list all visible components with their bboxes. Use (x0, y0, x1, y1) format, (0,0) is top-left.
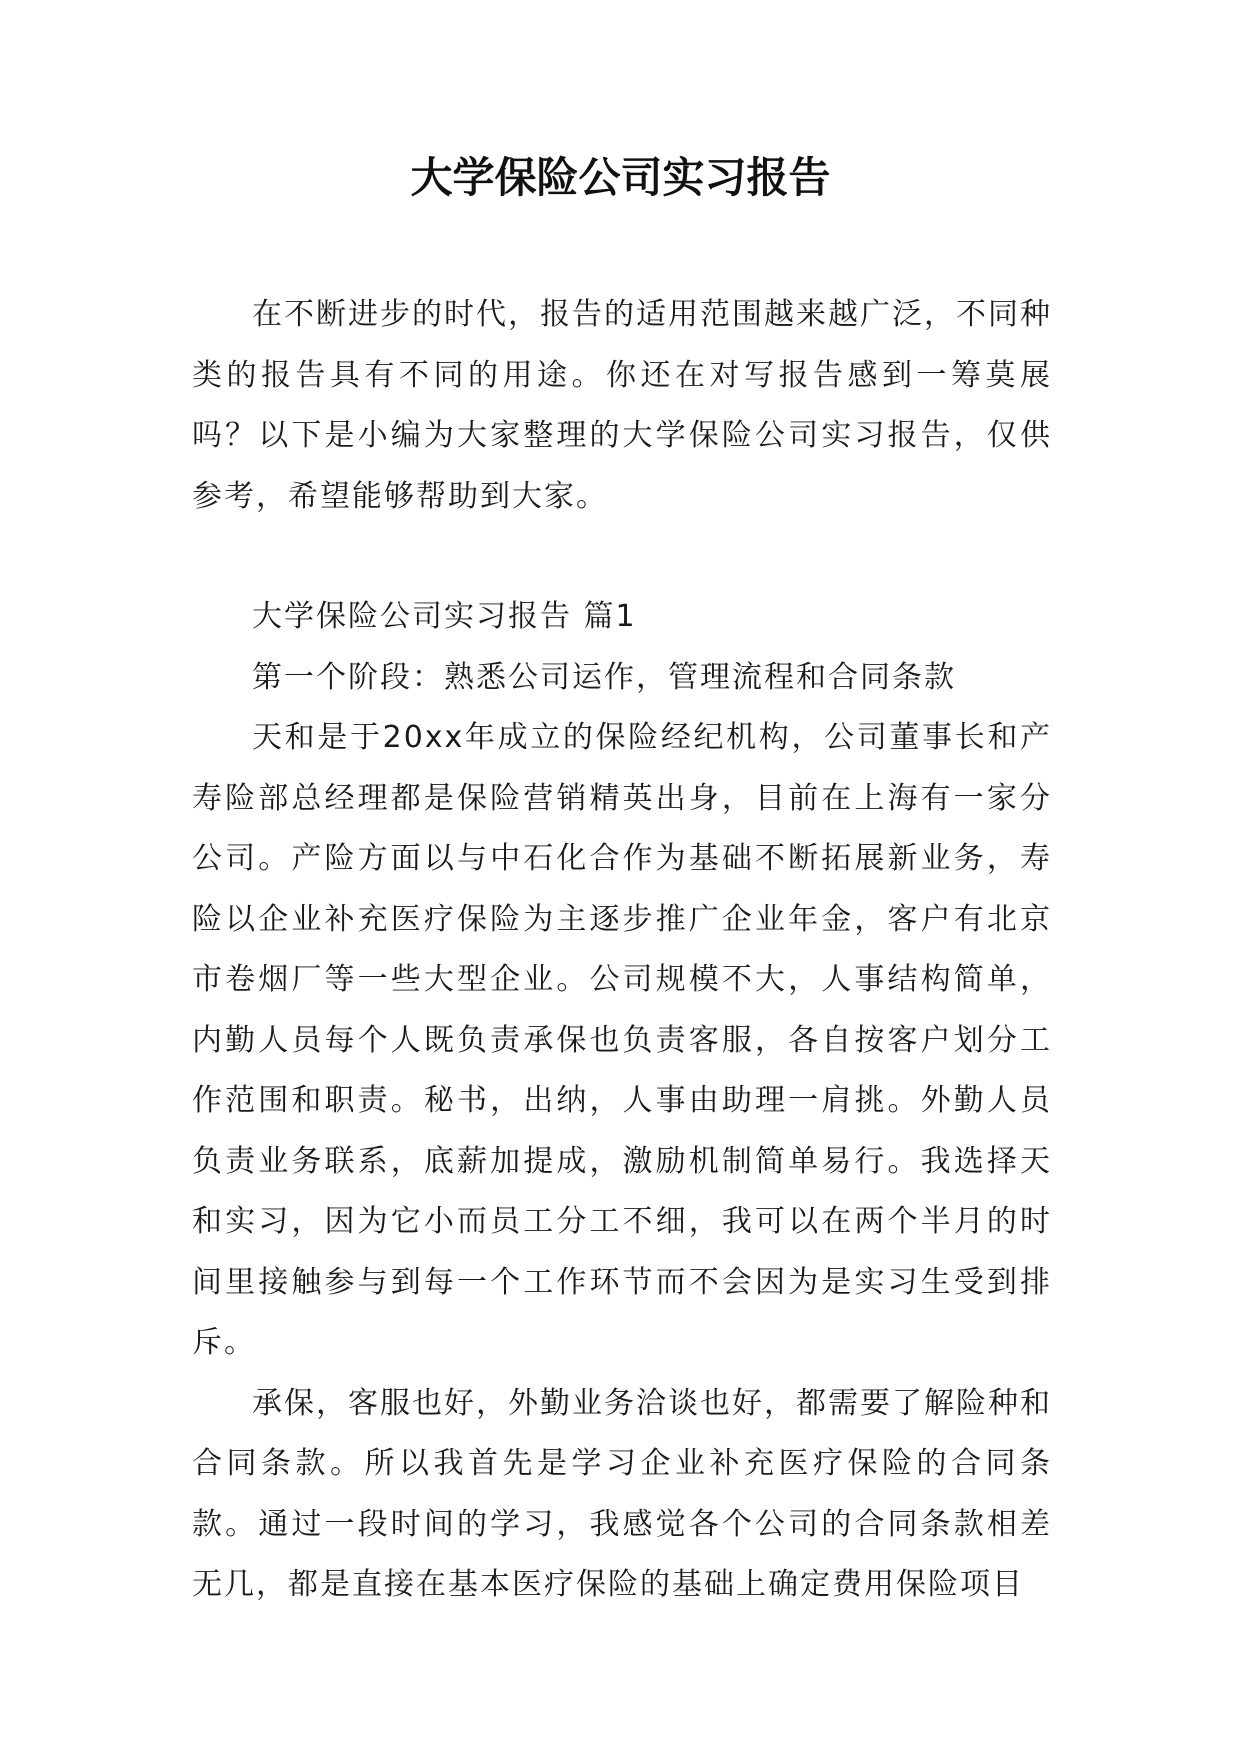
body-paragraph-2: 承保，客服也好，外勤业务洽谈也好，都需要了解险种和合同条款。所以我首先是学习企业补充医疗保险的合同条款。通过一段时间的学习，我感觉各个公司的合同条款相差无几，都是直接在基本医疗保险的基础上确定费用保险项目 (192, 1385, 1052, 1602)
section-heading: 大学保险公司实习报告 篇1 (252, 599, 637, 634)
paragraph-spacer (192, 527, 1052, 587)
intro-paragraph: 在不断进步的时代，报告的适用范围越来越广泛，不同种类的报告具有不同的用途。你还在对写报告感到一筹莫展吗？以下是小编为大家整理的大学保险公司实习报告，仅供参考，希望能够帮助到大家。 (192, 297, 1052, 514)
stage-heading: 第一个阶段：熟悉公司运作，管理流程和合同条款 (252, 659, 956, 695)
document-title: 大学保险公司实习报告 (410, 153, 831, 202)
body-paragraph-1: 天和是于20xx年成立的保险经纪机构，公司董事长和产寿险部总经理都是保险营销精英出身，目前在上海有一家分公司。产险方面以与中石化合作为基础不断拓展新业务，寿险以企业补充医疗保险为主逐步推广企业年金，客户有北京市卷烟厂等一些大型企业。公司规模不大，人事结构简单，内勤人员每个人既负责承保也负责客服，各自按客户划分工作范围和职责。秘书，出纳，人事由助理一肩挑。外勤人员负责业务联系，底薪加提成，激励机制简单易行。我选择天和实习，因为它小而员工分工不细，我可以在两个半月的时间里接触参与到每一个工作环节而不会因为是实习生受到排斥。 (192, 720, 1052, 1360)
document-body (192, 285, 1052, 1616)
